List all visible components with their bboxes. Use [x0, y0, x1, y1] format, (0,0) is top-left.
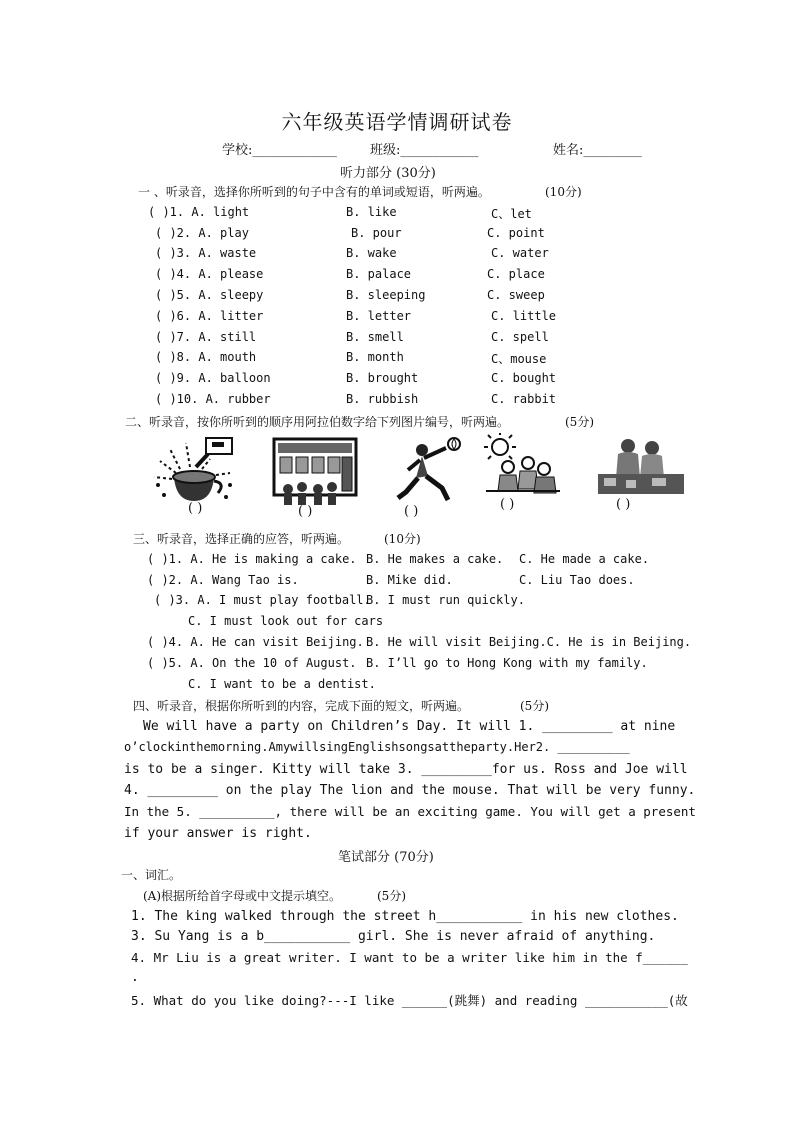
bus-icon — [270, 433, 360, 509]
part3-score: (10分) — [384, 532, 421, 546]
part4-heading: 四、听录音，根据你所听到的内容，完成下面的短文，听两遍。 — [133, 699, 470, 713]
vocab-item: 5. What do you like doing?---I like ______(跳舞) and reading ___________(故 — [131, 993, 688, 1008]
class-field[interactable]: 班级:____________ — [370, 143, 479, 158]
list-item: ( )2. A. play — [155, 226, 249, 240]
list-item: ( )5. A. On the 10 of August. — [147, 656, 357, 670]
vocab-item: . — [131, 970, 139, 985]
list-item: B. letter — [346, 309, 412, 323]
picture-paren[interactable]: ( ) — [616, 497, 631, 512]
list-item: B. month — [346, 350, 404, 364]
list-item: B. Mike did. — [366, 573, 453, 587]
part3-heading: 三、听录音，选择正确的应答，听两遍。 — [133, 532, 350, 546]
list-item: C. little — [491, 309, 557, 323]
listening-heading: 听力部分 (30分) — [340, 166, 436, 181]
list-item: ( )10. A. rubber — [155, 392, 271, 406]
list-item: C. water — [491, 246, 549, 260]
list-item: C. Liu Tao does. — [519, 573, 635, 587]
children-group-icon — [482, 433, 562, 499]
list-item: C. point — [487, 226, 545, 240]
list-item: B. He will visit Beijing.C. He is in Beijing. — [366, 635, 692, 649]
list-item: C. I must look out for cars — [188, 614, 384, 628]
passage-line: 4. _________ on the play The lion and the mouse. That will be very funny. — [124, 783, 696, 798]
list-item: C. rabbit — [491, 392, 557, 406]
passage-line: if your answer is right. — [124, 826, 312, 841]
list-item: ( )3. A. I must play football. — [154, 593, 371, 607]
school-field[interactable]: 学校:_____________ — [222, 143, 337, 158]
list-item: B. I’ll go to Hong Kong with my family. — [366, 656, 648, 670]
list-item: B. pour — [351, 226, 402, 240]
list-item: C、let — [491, 207, 532, 221]
people-sitting-icon — [596, 434, 686, 498]
list-item: ( )2. A. Wang Tao is. — [147, 573, 299, 587]
picture-paren[interactable]: ( ) — [500, 497, 515, 512]
list-item: B. sleeping — [346, 288, 426, 302]
picture-paren[interactable]: ( ) — [188, 501, 203, 516]
list-item: ( )4. A. please — [155, 267, 264, 281]
list-item: ( )1. A. light — [148, 205, 250, 219]
page-title: 六年级英语学情调研试卷 — [281, 110, 513, 134]
part2-heading: 二、听录音，按你所听到的顺序用阿拉伯数字给下列图片编号，听两遍。 — [125, 415, 510, 429]
picture-paren[interactable]: ( ) — [404, 504, 419, 519]
list-item: B. like — [346, 205, 397, 219]
list-item: B. smell — [346, 330, 404, 344]
list-item: C. bought — [491, 371, 557, 385]
list-item: ( )5. A. sleepy — [155, 288, 264, 302]
vocab-sub-score: (5分) — [377, 889, 406, 903]
part1-score: (10分) — [545, 185, 582, 199]
list-item: ( )1. A. He is making a cake. — [147, 552, 357, 566]
vocab-sub-heading: (A)根据所给首字母或中文提示填空。 — [143, 889, 342, 903]
part1-heading: 一 、听录音，选择你所听到的句子中含有的单词或短语，听两遍。 — [138, 185, 490, 199]
writing-heading: 笔试部分 (70分) — [338, 850, 434, 865]
vocab-item: 1. The king walked through the street h___________ in his new clothes. — [131, 909, 679, 924]
list-item: C. spell — [491, 330, 549, 344]
vocab-item: 3. Su Yang is a b___________ girl. She is never afraid of anything. — [131, 929, 656, 944]
list-item: ( )9. A. balloon — [155, 371, 271, 385]
passage-line: is to be a singer. Kitty will take 3. _________for us. Ross and Joe will — [124, 762, 688, 777]
spilled-cup-icon — [146, 433, 238, 505]
list-item: B. brought — [346, 371, 419, 385]
passage-line: o’clockinthemorning.AmywillsingEnglishsongsattheparty.Her2. __________ — [124, 740, 630, 754]
name-field[interactable]: 姓名:_________ — [553, 143, 642, 158]
list-item: ( )4. A. He can visit Beijing. — [147, 635, 364, 649]
list-item: C. sweep — [487, 288, 545, 302]
picture-paren[interactable]: ( ) — [298, 504, 313, 519]
passage-line: We will have a party on Children’s Day. It will 1. _________ at nine — [143, 719, 676, 734]
list-item: B. rubbish — [346, 392, 419, 406]
list-item: B. palace — [346, 267, 412, 281]
vocab-heading: 一、词汇。 — [121, 868, 182, 882]
part2-score: (5分) — [565, 415, 594, 429]
list-item: B. He makes a cake. — [366, 552, 504, 566]
vocab-item: 4. Mr Liu is a great writer. I want to be a writer like him in the f______ — [131, 950, 688, 965]
part4-score: (5分) — [520, 699, 549, 713]
list-item: C、mouse — [491, 352, 547, 366]
list-item: C. place — [487, 267, 545, 281]
passage-line: In the 5. __________, there will be an exciting game. You will get a present — [124, 804, 696, 819]
list-item: B. I must run quickly. — [366, 593, 525, 607]
list-item: B. wake — [346, 246, 397, 260]
list-item: C. He made a cake. — [519, 552, 650, 566]
list-item: ( )6. A. litter — [155, 309, 264, 323]
list-item: ( )8. A. mouth — [155, 350, 257, 364]
list-item: ( )3. A. waste — [155, 246, 257, 260]
baseball-player-icon — [392, 436, 464, 504]
list-item: ( )7. A. still — [155, 330, 257, 344]
list-item: C. I want to be a dentist. — [188, 677, 376, 691]
